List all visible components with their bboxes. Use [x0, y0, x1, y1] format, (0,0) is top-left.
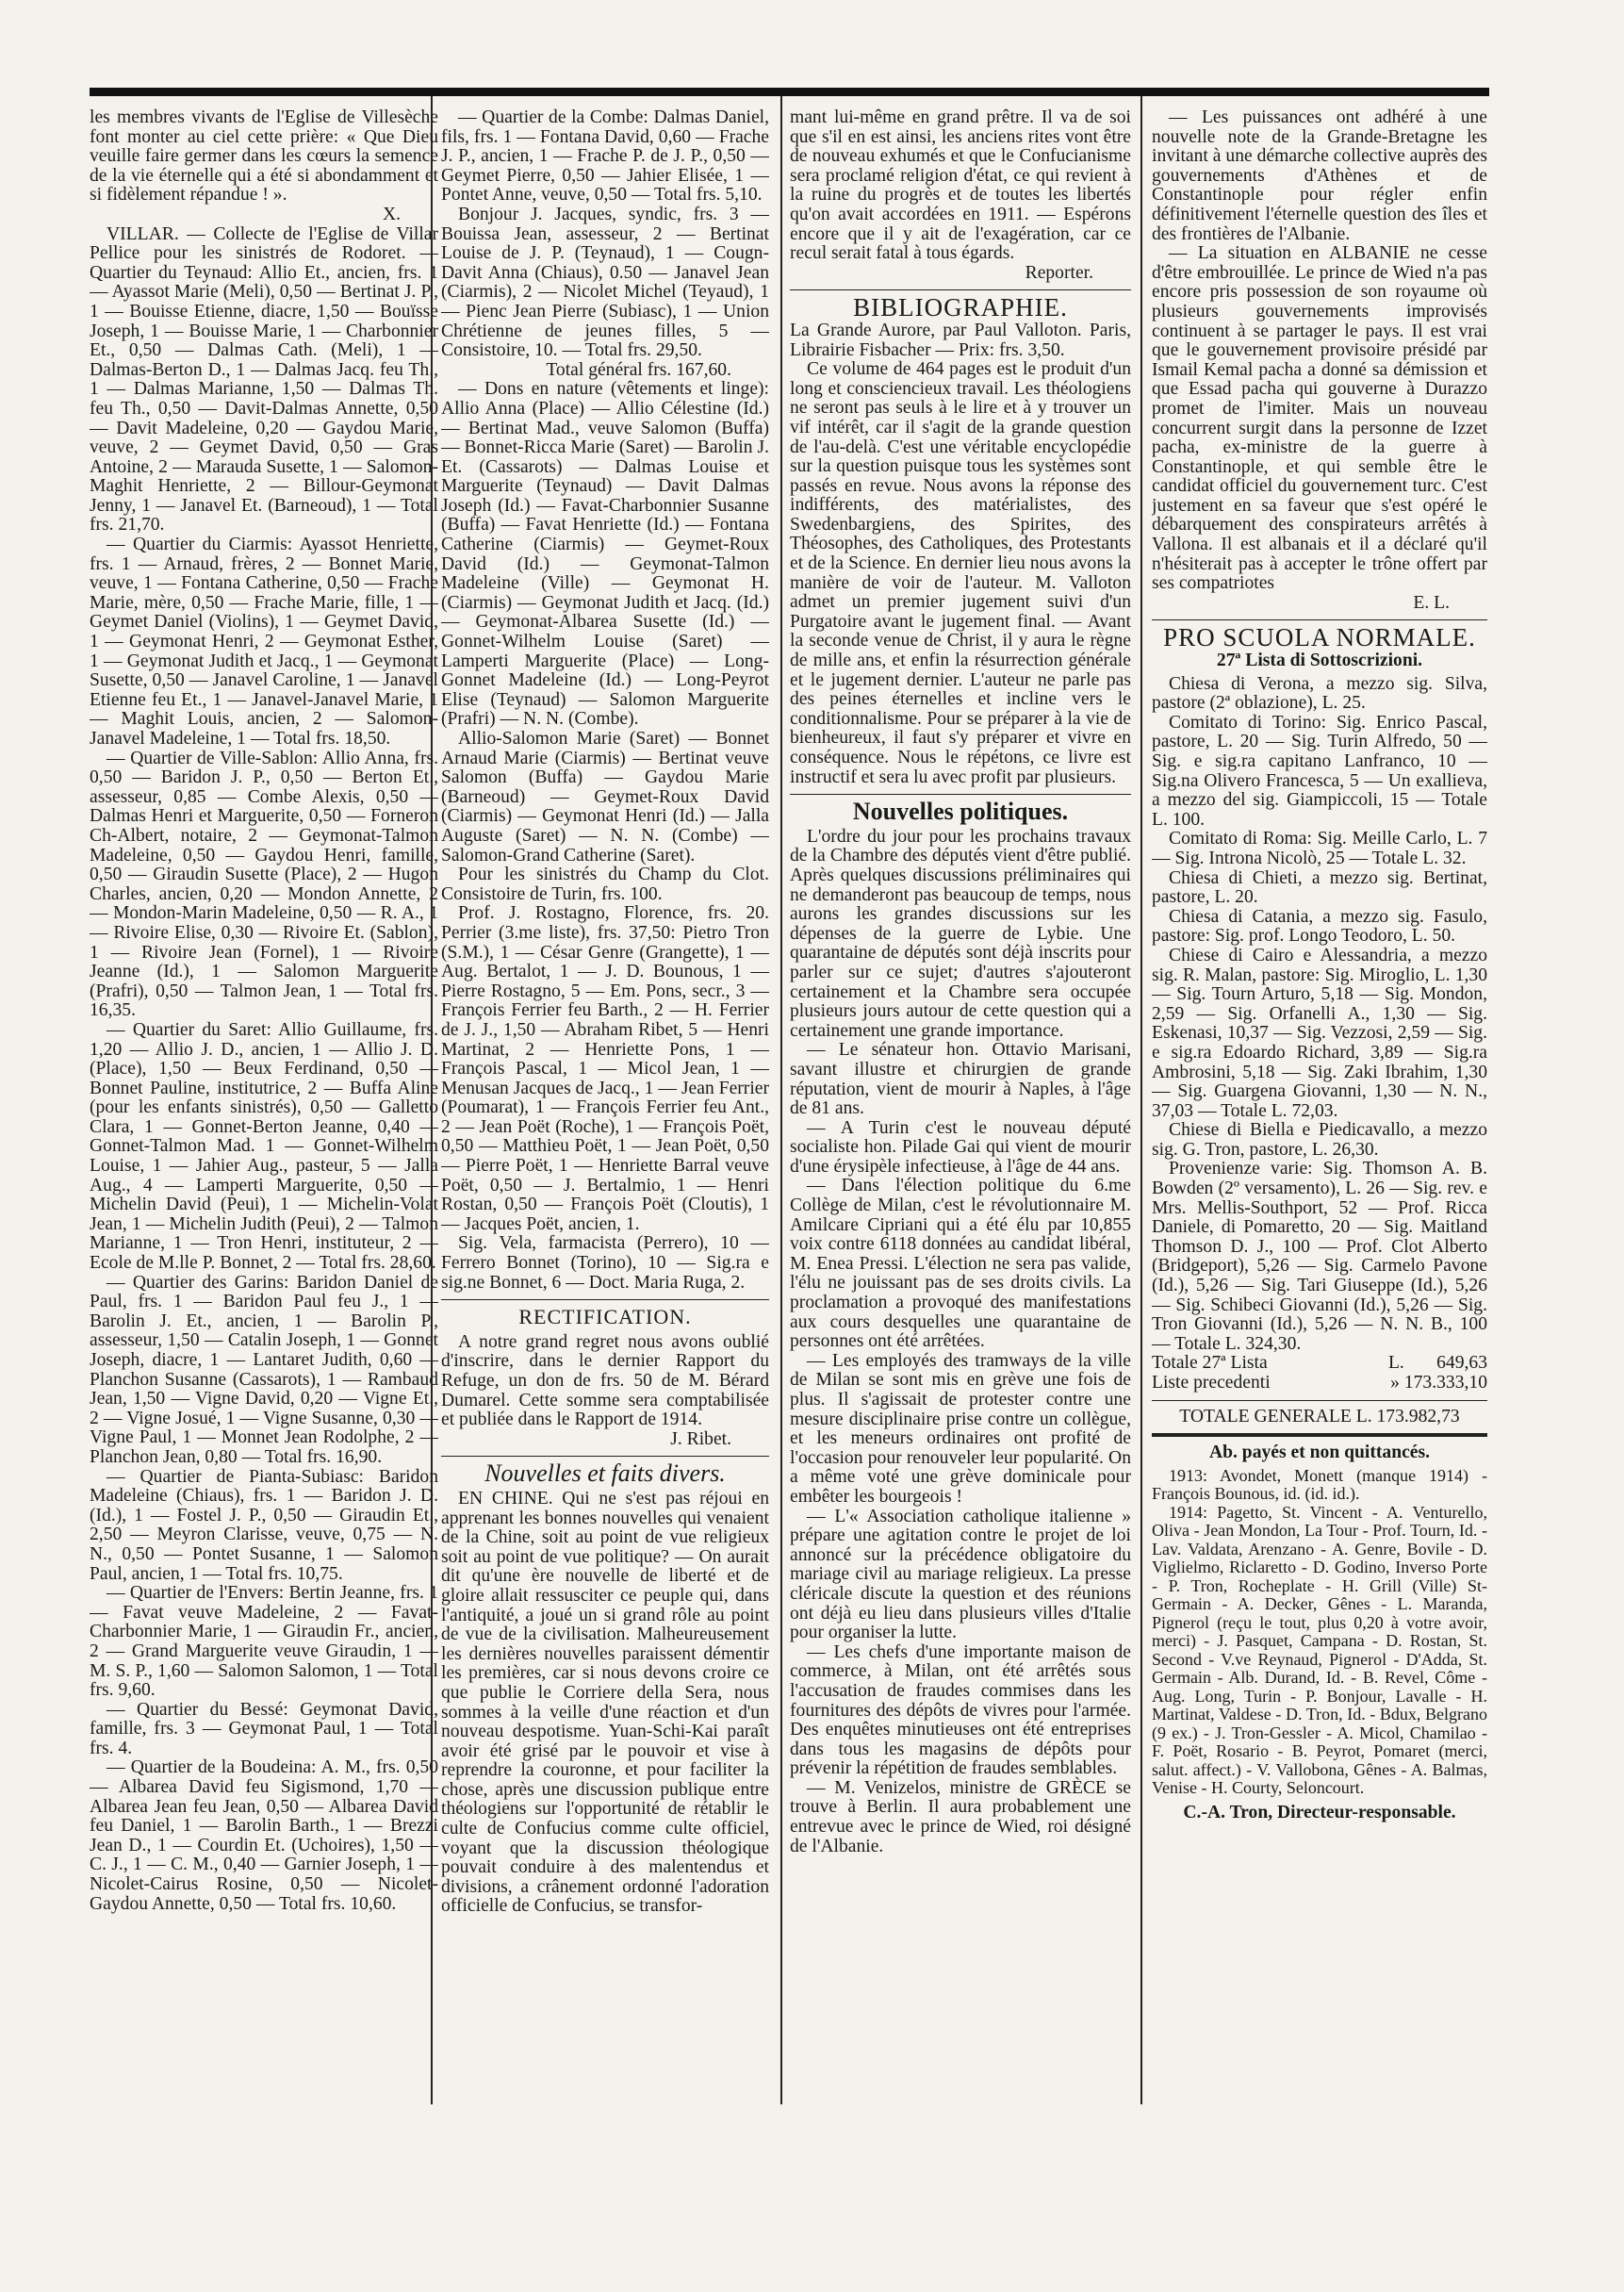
paragraph: L'ordre du jour pour les prochains travaux de la Chambre des députés vient d'être publié. Après quelques discussions préliminaires qui ne demanderont pas beaucoup de temps, nous aurons les grandes discussions sur les dépenses de la guerre de Lybie. Une quarantaine de députés sont déjà inscrits pour parler sur ce sujet; d'autres s'ajouteront certainement et la Chambre sera occupée plusieurs jours autour de cette question qui a certainement une grande importance.	[790, 826, 1131, 1041]
paragraph: — Dans l'élection politique du 6.me Collège de Milan, c'est le révolutionnaire M. Amilcare Cipriani qui a été élu par 10,855 voix contre 6118 données au candidat libéral, M. Enea Pressi. L'élection ne sera pas valide, l'élu ne jouissant pas de ses droits civils. La proclamation a provoqué des manifestations aux cours desquelles une quarantaine de personnes ont été arrêtées.	[790, 1176, 1131, 1352]
paragraph: A notre grand regret nous avons oublié d'inscrire, dans le dernier Rapport du Refuge, un don de frs. 50 de M. Bérard Dumarel. Cette somme sera comptabilisée et publiée dans le Rapport de 1914.	[441, 1331, 769, 1430]
paragraph: Chiesa di Verona, a mezzo sig. Silva, pastore (2ª oblazione), L. 25.	[1152, 673, 1487, 714]
section-heading: RECTIFICATION.	[518, 1305, 692, 1329]
paragraph: Chiesa di Chieti, a mezzo sig. Bertinat, pastore, L. 20.	[1152, 867, 1487, 908]
paragraph: — L'« Association catholique italienne » prépare une agitation contre le projet de loi annoncé sur la précédence obligatoire du mariage civil au mariage religieux. La presse cléricale discute la question et des réunions ont déjà eu lieu dans plusieurs villes d'Italie pour organiser la lutte.	[790, 1506, 1131, 1643]
total-currency: L.	[1387, 1353, 1404, 1374]
paragraph: Pour les sinistrés du Champ du Clot. Consistoire de Turin, frs. 100.	[441, 865, 769, 904]
total-label: Totale 27ª Lista	[1152, 1353, 1268, 1374]
paragraph: C.-A. Tron, Directeur-responsable.	[1183, 1802, 1456, 1822]
divider	[1152, 1400, 1487, 1401]
total-currency: »	[1390, 1373, 1400, 1393]
divider	[1152, 619, 1487, 620]
column-4	[1152, 108, 1487, 2107]
liste-precedenti	[1152, 1374, 1487, 1393]
total-label: Liste precedenti	[1152, 1373, 1271, 1393]
paragraph: — Quartier de Ville-Sablon: Allio Anna, frs. 0,50 — Baridon J. P., 0,50 — Berton Et., assesseur, 0,85 — Combe Alexis, 0,50 — Dalmas Henri et Marguerite, 0,50 — Forneron Ch-Albert, notaire, 2 — Geymonat-Talmon Madeleine, 0,50 — Gaydou Henri, famille, 0,50 — Giraudin Susette (Place), 2 — Hugon Charles, ancien, 0,20 — Mondon Annette, 2 — Mondon-Marin Madeleine, 0,50 — R. A., 1 — Rivoire Elise, 0,30 — Rivoire Et. (Sablon), 1 — Rivoire Jean (Fornel), 1 — Rivoire Jeanne (Id.), 1 — Salomon Marguerite (Prafri), 0,50 — Talmon Jean, 1 — Total frs. 16,35.	[90, 748, 438, 1021]
paragraph: — M. Venizelos, ministre de GRÈCE se trouve à Berlin. Il aura probablement une entrevue avec le prince de Wied, roi désigné de l'Albanie.	[790, 1777, 1131, 1856]
paragraph: Chiese di Biella e Piedicavallo, a mezzo sig. G. Tron, pastore, L. 26,30.	[1152, 1120, 1487, 1160]
paragraph: — Dons en nature (vêtements et linge): Allio Anna (Place) — Allio Célestine (Id.) — Bertinat Mad., veuve Salomon (Buffa) — Bonnet-Ricca Marie (Saret) — Barolin J. Et. (Cassarots) — Dalmas Louise et Marguerite (Teynaud) — Davit Dalmas Joseph (Id.) — Favat-Charbonnier Susanne (Buffa) — Favat Henriette (Id.) — Fontana Catherine (Ciarmis) — Geymet-Roux David (Id.) — Geymonat-Talmon Madeleine (Ville) — Geymonat H. (Ciarmis) — Geymonat Judith et Jacq. (Id.) — Geymonat-Albarea Susette (Id.) — Gonnet-Wilhelm Louise (Saret) — Lamperti Marguerite (Place) — Long-Gonnet Madeleine (Id.) — Long-Peyrot Elise (Teynaud) — Salomon Marguerite (Prafri) — N. N. (Combe).	[441, 379, 769, 730]
column-rule	[1140, 96, 1142, 2104]
paragraph: — La situation en ALBANIE ne cesse d'être embrouillée. Le prince de Wied n'a pas encore pris possession de son royaume où plusieurs gouvernements improvisés continuent à se partager le pays. Il est vrai que le gouvernement provisoire présidé par Ismail Kemal pacha a donné sa démission et que Essad pacha qui gouverne à Durazzo promet de l'imiter. Mais un nouveau concurrent surgit dans la personne de Izzet pacha, ex-ministre de la guerre à Constantinople, et qui semble être le candidat officiel du gouvernement turc. C'est justement en sa faveur que s'est opéré le débarquement des conspirateurs arrêtés à Vallona. Il est albanais et il a déclaré qu'il n'hésiterait pas à accepter le trône offert par ses compatriotes	[1152, 243, 1487, 594]
total-value: 649,63	[1436, 1353, 1487, 1374]
divider	[1152, 1433, 1487, 1437]
paragraph: Allio-Salomon Marie (Saret) — Bonnet Arnaud Marie (Ciarmis) — Bertinat veuve Salomon (Buffa) — Gaydou Marie (Barneoud) — Geymet-Roux David (Ciarmis) — Geymonat Henri (Id.) — Jalla Auguste (Saret) — N. N. (Combe) — Salomon-Grand Catherine (Saret).	[441, 729, 769, 866]
paragraph: Ab. payés et non quittancés.	[1208, 1443, 1431, 1463]
paragraph: mant lui-même en grand prêtre. Il va de soi que s'il en est ainsi, les anciens rites vont être de nouveau exhumés et que le Confucianisme sera proclamé religion d'état, ce qui revient à la ruine du progrès et de toutes les libertés qu'on avait accordées en 1911. — Espérons encore que il y ait de l'exagération, car ce recul serait fatal à tous égards.	[790, 108, 1131, 264]
section-heading: PRO SCUOLA NORMALE.	[1163, 623, 1476, 652]
paragraph: X.	[382, 204, 401, 224]
total-value: 173.333,10	[1403, 1373, 1487, 1393]
divider	[790, 289, 1131, 290]
paragraph: — Quartier de l'Envers: Bertin Jeanne, frs. 1 — Favat veuve Madeleine, 2 — Favat-Charbonnier Marie, 1 — Giraudin Fr., ancien, 2 — Grand Marguerite veuve Giraudin, 1 — M. S. P., 1,60 — Salomon Salomon, 1 — Total frs. 9,60.	[90, 1583, 438, 1701]
divider	[790, 794, 1131, 795]
paragraph: Bonjour J. Jacques, syndic, frs. 3 — Bouissa Jean, assesseur, 2 — Bertinat Louise de J. P. (Teynaud), 1 — Cougn-Davit Anna (Chiaus), 0.50 — Janavel Jean (Ciarmis), 2 — Nicolet Michel (Teyaud), 1 — Pienc Jean Pierre (Subiasc), 1 — Union Chrétienne de jeunes filles, 5 — Consistoire, 10. — Total frs. 29,50.	[441, 204, 769, 361]
paragraph: les membres vivants de l'Eglise de Villesèche font monter au ciel cette prière: « Que Dieu veuille faire germer dans les cœurs la semence de la vie éternelle qui a été si abondamment et si fidèlement répandue ! ».	[90, 108, 438, 206]
paragraph: Provenienze varie: Sig. Thomson A. B. Bowden (2º versamento), L. 26 — Sig. rev. e Mrs. Mellis-Southport, 52 — Prof. Ricca Daniele, di Pomaretto, 20 — Sig. Maitland Thomson D. J., 100 — Prof. Clot Alberto (Bridgeport), 5,26 — Sig. Carmelo Pavone (Id.), 5,26 — Sig. Tari Giuseppe (Id.), 5,26 — Sig. Schibeci Giovanni (Id.), 5,26 — Sig. Tron Giovanni (Id.), 5,26 — N. N. B., 100 — Totale L. 324,30.	[1152, 1159, 1487, 1354]
paragraph: — A Turin c'est le nouveau député socialiste hon. Pilade Gai qui vient de mourir d'une érysipèle infectieuse, à l'âge de 44 ans.	[790, 1117, 1131, 1177]
paragraph: 1914: Pagetto, St. Vincent - A. Venturello, Oliva - Jean Mondon, La Tour - Prof. Tourn, Id. - Lav. Valdata, Arenzano - A. Genre, Bovile - D. Viglielmo, Riclaretto - D. Godino, Inverso Porte - P. Tron, Rocheplate - H. Grill (Ville) St-Germain - A. Decker, Gênes - L. Maranda, Pignerol (reçu le tout, plus 0,20 à votre avoir, merci) - J. Pasquet, Campana - D. Rostan, St. Second - V.ve Reynaud, Pignerol - D'Adda, St. Germain - Alb. Durand, Id. - B. Revel, Côme - Aug. Long, Turin - P. Bonjour, Lavalle - H. Martinat, Valdese - D. Tron, Id. - Bdux, Belgrano (9 ex.) - J. Tron-Gessler - A. Micol, Chamilao - F. Poët, Rosario - B. Peyrot, Pomaret (merci, salut. affect.) - V. Vallobona, Gênes - A. Balmas, Venise - H. Courty, Seloncourt.	[1152, 1502, 1487, 1798]
paragraph: Sig. Vela, farmacista (Perrero), 10 — Ferrero Bonnet (Torino), 10 — Sig.ra e sig.ne Bonnet, 6 — Doct. Maria Ruga, 2.	[441, 1233, 769, 1293]
paragraph: Ce volume de 464 pages est le produit d'un long et consciencieux travail. Les théologiens ne seront pas seuls à le lire et à y trouver un vif intérêt, car il s'agit de la grande question de l'au-delà. C'est une véritable encyclopédie sur la question puisque tous les systèmes sont passés en revue. Nous avons la réponse des indifférents, des matérialistes, des Swedenbargiens, des Spirites, des Théosophes, des Catholiques, des Protestants et de la Science. En dernier lieu nous avons la manière de voir de l'auteur. M. Valloton admet un premier jugement suivi d'un Purgatoire avant le jugement final. — Avant la seconde venue de Christ, il y aura le règne de mille ans, et enfin la résurrection générale et le jugement dernier. L'auteur ne parle pas des peines éternelles et incline vers le conditionnalisme. Pour se préparer à la vie de bienheureux, il faut s'y préparer et vivre en conséquence. Nous le répétons, ce livre est instructif et sera lu avec profit par plusieurs.	[790, 359, 1131, 787]
top-rule	[90, 88, 1489, 96]
paragraph: Comitato di Roma: Sig. Meille Carlo, L. 7 — Sig. Introna Nicolò, 25 — Totale L. 32.	[1152, 829, 1487, 868]
paragraph: J. Ribet.	[670, 1428, 731, 1449]
column-1	[90, 108, 438, 2107]
paragraph: — Quartier du Saret: Allio Guillaume, frs. 1,20 — Allio J. D., ancien, 1 — Allio J. D. (Place), 1,50 — Beux Ferdinand, 0,50 — Bonnet Pauline, institutrice, 2 — Buffa Aline (pour les enfants sinistrés), 0,50 — Galletto Clara, 1 — Gonnet-Berton Jeanne, 0,40 — Gonnet-Talmon Mad. 1 — Gonnet-Wilhelm Louise, 1 — Jahier Aug., pasteur, 5 — Jalla Aug., 4 — Lamperti Marguerite, 0,50 — Michelin David (Peui), 1 — Michelin-Volat Jean, 1 — Michelin Judith (Peui), 2 — Talmon Marianne, 1 — Tron Henri, instituteur, 2 — Ecole de M.lle P. Bonnet, 2 — Total frs. 28,60.	[90, 1019, 438, 1274]
totale-generale: TOTALE GENERALE L. 173.982,73	[1179, 1406, 1460, 1426]
paragraph: — Quartier du Ciarmis: Ayassot Henriette, frs. 1 — Arnaud, frères, 2 — Bonnet Marie, veuve, 1 — Fontana Catherine, 0,50 — Frache Marie, mère, 0,50 — Frache Marie, fille, 1 — Geymet Daniel (Violins), 1 — Geymet David, 1 — Geymonat Henri, 2 — Geymonat Esther, 1 — Geymonat Judith et Jacq., 1 — Geymonat Susette, 0,50 — Janavel Caroline, 1 — Janavel Etienne feu Et., 1 — Janavel-Janavel Marie, 1 — Maghit Louis, ancien, 2 — Salomon-Janavel Madeleine, 1 — Total frs. 18,50.	[90, 535, 438, 749]
paragraph: — Les puissances ont adhéré à une nouvelle note de la Grande-Bretagne les invitant à une démarche collective auprès des gouvernements d'Athènes et de Constantinople pour régler enfin définitivement l'éternelle question des îles et des frontières de l'Albanie.	[1152, 108, 1487, 244]
column-2	[441, 108, 769, 2107]
section-heading: Nouvelles politiques.	[852, 798, 1069, 826]
paragraph: 1913: Avondet, Monett (manque 1914) - François Bounous, id. (id. id.).	[1152, 1465, 1487, 1504]
paragraph: E. L.	[1413, 592, 1450, 613]
paragraph: Chiesa di Catania, a mezzo sig. Fasulo, pastore: Sig. prof. Longo Teodoro, L. 50.	[1152, 906, 1487, 947]
paragraph: Total général frs. 167,60.	[546, 359, 731, 380]
paragraph: — Le sénateur hon. Ottavio Marisani, savant illustre et chirurgien de grande réputation, vient de mourir à Naples, à l'âge de 81 ans.	[790, 1040, 1131, 1119]
paragraph: — Quartier de la Combe: Dalmas Daniel, fils, frs. 1 — Fontana David, 0,60 — Frache J. P., ancien, 1 — Frache P. de J. P., 0,50 — Geymet Pierre, 0,50 — Jahier Elisée, 1 — Pontet Anne, veuve, 0,50 — Total frs. 5,10.	[441, 108, 769, 206]
paragraph: — Quartier de la Boudeina: A. M., frs. 0,50 — Albarea David feu Sigismond, 1,70 — Albarea Jean feu Jean, 0,50 — Albarea David feu Daniel, 1 — Barolin Barth., 1 — Brezzi Jean D., 1 — Courdin Et. (Uchoires), 1,50 — C. J., 1 — C. M., 0,40 — Garnier Joseph, 1 — Nicolet-Cairus Rosine, 0,50 — Nicolet-Gaydou Annette, 0,50 — Total frs. 10,60.	[90, 1757, 438, 1914]
paragraph: Reporter.	[1025, 262, 1093, 283]
column-3	[790, 108, 1131, 2107]
column-4-articles	[1152, 108, 1487, 1354]
paragraph: La Grande Aurore, par Paul Valloton. Paris, Librairie Fisbacher — Prix: frs. 3,50.	[790, 320, 1131, 360]
paragraph: Chiese di Cairo e Alessandria, a mezzo sig. R. Malan, pastore: Sig. Miroglio, L. 1,30 — Sig. Tourn Arturo, 5,18 — Sig. Mondon, 2,59 — Sig. Orfanelli A., 1,30 — Sig. Eskenasi, 10,37 — Sig. Vezzosi, 2,59 — Sig. e sig.ra Edoardo Richard, 3,89 — Sig.ra Ambrosini, 5,18 — Sig. Zaki Ibrahim, 1,30 — Sig. Guargena Giovanni, 1,30 — N. N., 37,03 — Totale L. 72,03.	[1152, 945, 1487, 1121]
paragraph: VILLAR. — Collecte de l'Eglise de Villar Pellice pour les sinistrés de Rodoret. — Quartier du Teynaud: Allio Et., ancien, frs. 1 — Ayassot Marie (Meli), 0,50 — Bertinat J. P., 1 — Bouisse Etienne, diacre, 1,50 — Bouïsse Joseph, 1 — Bouisse Marie, 1 — Charbonnier Et., 0,50 — Dalmas Cath. (Meli), 1 — Dalmas-Berton D., 1 — Dalmas Jacq. feu Th., 1 — Dalmas Marianne, 1,50 — Dalmas Th. feu Th., 0,50 — Davit-Dalmas Annette, 0,50 — Davit Madeleine, 0,20 — Gaydou Marie, veuve, 2 — Geymet David, 0,50 — Gras Antoine, 2 — Marauda Susette, 1 — Salomon-Maghit Henriette, 2 — Billour-Geymonat Jenny, 1 — Janavel Et. (Barneoud), 1 — Total frs. 21,70.	[90, 223, 438, 536]
paragraph: — Quartier des Garins: Baridon Daniel de Paul, frs. 1 — Baridon Paul feu J., 1 — Barolin J. Et., ancien, 1 — Barolin P., assesseur, 1,50 — Catalin Joseph, 1 — Gonnet Joseph, diacre, 1 — Lantaret Judith, 0,60 — Planchon Susanne (Cassarots), 1 — Rambaud Jean, 1,50 — Vigne David, 0,20 — Vigne Et., 2 — Vigne Josué, 1 — Vigne Susanne, 0,30 — Vigne Paul, 1 — Monnet Jean Rodolphe, 2 — Planchon Jean, 0,80 — Total frs. 16,90.	[90, 1272, 438, 1467]
paragraph: Prof. J. Rostagno, Florence, frs. 20. Perrier (3.me liste), frs. 37,50: Pietro Tron (S.M.), 1 — César Genre (Grangette), 1 — Aug. Bertalot, 1 — J. D. Bounous, 1 — Pierre Rostagno, 5 — Em. Pons, secr., 3 — François Ferrier feu Barth., 2 — H. Ferrier de J. J., 1,50 — Abraham Ribet, 5 — Henri Martinat, 2 — Henriette Pons, 1 — François Pascal, 1 — Micol Jean, 1 — Menusan Jacques de Jacq., 1 — Jean Ferrier (Poumarat), 1 — François Ferrier feu Ant., 2 — Jean Poët (Roche), 1 — François Poët, 0,50 — Matthieu Poët, 1 — Jean Poët, 0,50 — Pierre Poët, 1 — Henriette Barral veuve Poët, 0,50 — J. Bertalmio, 1 — Henri Rostan, 0,50 — François Poët (Cloutis), 1 — Jacques Poët, ancien, 1.	[441, 903, 769, 1234]
column-rule	[780, 96, 782, 2104]
divider	[441, 1299, 769, 1300]
paragraph: — Les chefs d'une importante maison de commerce, à Milan, ont été arrêtés sous l'accusation de fraudes commises dans les fournitures des dépôts de vivres pour l'armée. Des enquêtes minutieuses ont été entreprises dans tous les magasins de dépôts pour prévenir la répétition de fraudes semblables.	[790, 1641, 1131, 1779]
paragraph: 27ª Lista di Sottoscrizioni.	[1216, 651, 1423, 671]
paragraph: — Quartier du Bessé: Geymonat David, famille, frs. 3 — Geymonat Paul, 1 — Total frs. 4.	[90, 1699, 438, 1758]
divider	[441, 1456, 769, 1457]
section-heading: Nouvelles et faits divers.	[484, 1459, 726, 1488]
totale-lista	[1152, 1354, 1487, 1374]
column-4-abonnements	[1152, 1443, 1487, 1822]
paragraph: EN CHINE. Qui ne s'est pas réjoui en apprenant les bonnes nouvelles qui venaient de la Chine, soit au point de vue religieux soit au point de vue politique? — On aurait dit qu'une ère nouvelle de liberté et de gloire allait ressusciter ce peuple qui, dans l'antiquité, a joué un si grand rôle au point de vue de la civilisation. Malheureusement les dernières nouvelles paraissent démentir les premières, car si nous devons croire ce que publie le Corriere della Sera, nous sommes à la veille d'une réaction et d'un nouveau despotisme. Yuan-Schi-Kai paraît avoir été grisé par le pouvoir et vise à reprendre la couronne, et pour faciliter la chose, après une discussion publique entre théologiens sur l'opportunité de rétablir le culte de Confucius comme culte officiel, voyant que la discussion théologique pouvait conduire à des malentendus et divisions, a crânement ordonné l'adoration officielle de Confucius, se transfor-	[441, 1488, 769, 1917]
section-heading: BIBLIOGRAPHIE.	[853, 293, 1068, 322]
paragraph: — Quartier de Pianta-Subiasc: Baridon Madeleine (Chiaus), frs. 1 — Baridon J. D. (Id.), 1 — Fostel J. P., 0,50 — Giraudin Et., 2,50 — Meyron Clarisse, veuve, 0,75 — N. N., 0,50 — Pontet Susanne, 1 — Salomon Paul, ancien, 1 — Total frs. 10,75.	[90, 1466, 438, 1584]
paragraph: Comitato di Torino: Sig. Enrico Pascal, pastore, L. 20 — Sig. Turin Alfredo, 50 — Sig. e sig.ra capitano Lanfranco, 10 — Sig.na Olivero Francesca, 5 — Un exallieva, a mezzo del sig. Giampiccoli, 15 — Totale L. 100.	[1152, 712, 1487, 830]
paragraph: — Les employés des tramways de la ville de Milan se sont mis en grève une fois de plus. Il s'agissait de protester contre une mesure disciplinaire prise contre un collègue, et les meneurs ordinaires ont profité de l'occasion pour renouveler leur popularité. On a même voté une grève dominicale pour embêter les bourgeois !	[790, 1350, 1131, 1507]
